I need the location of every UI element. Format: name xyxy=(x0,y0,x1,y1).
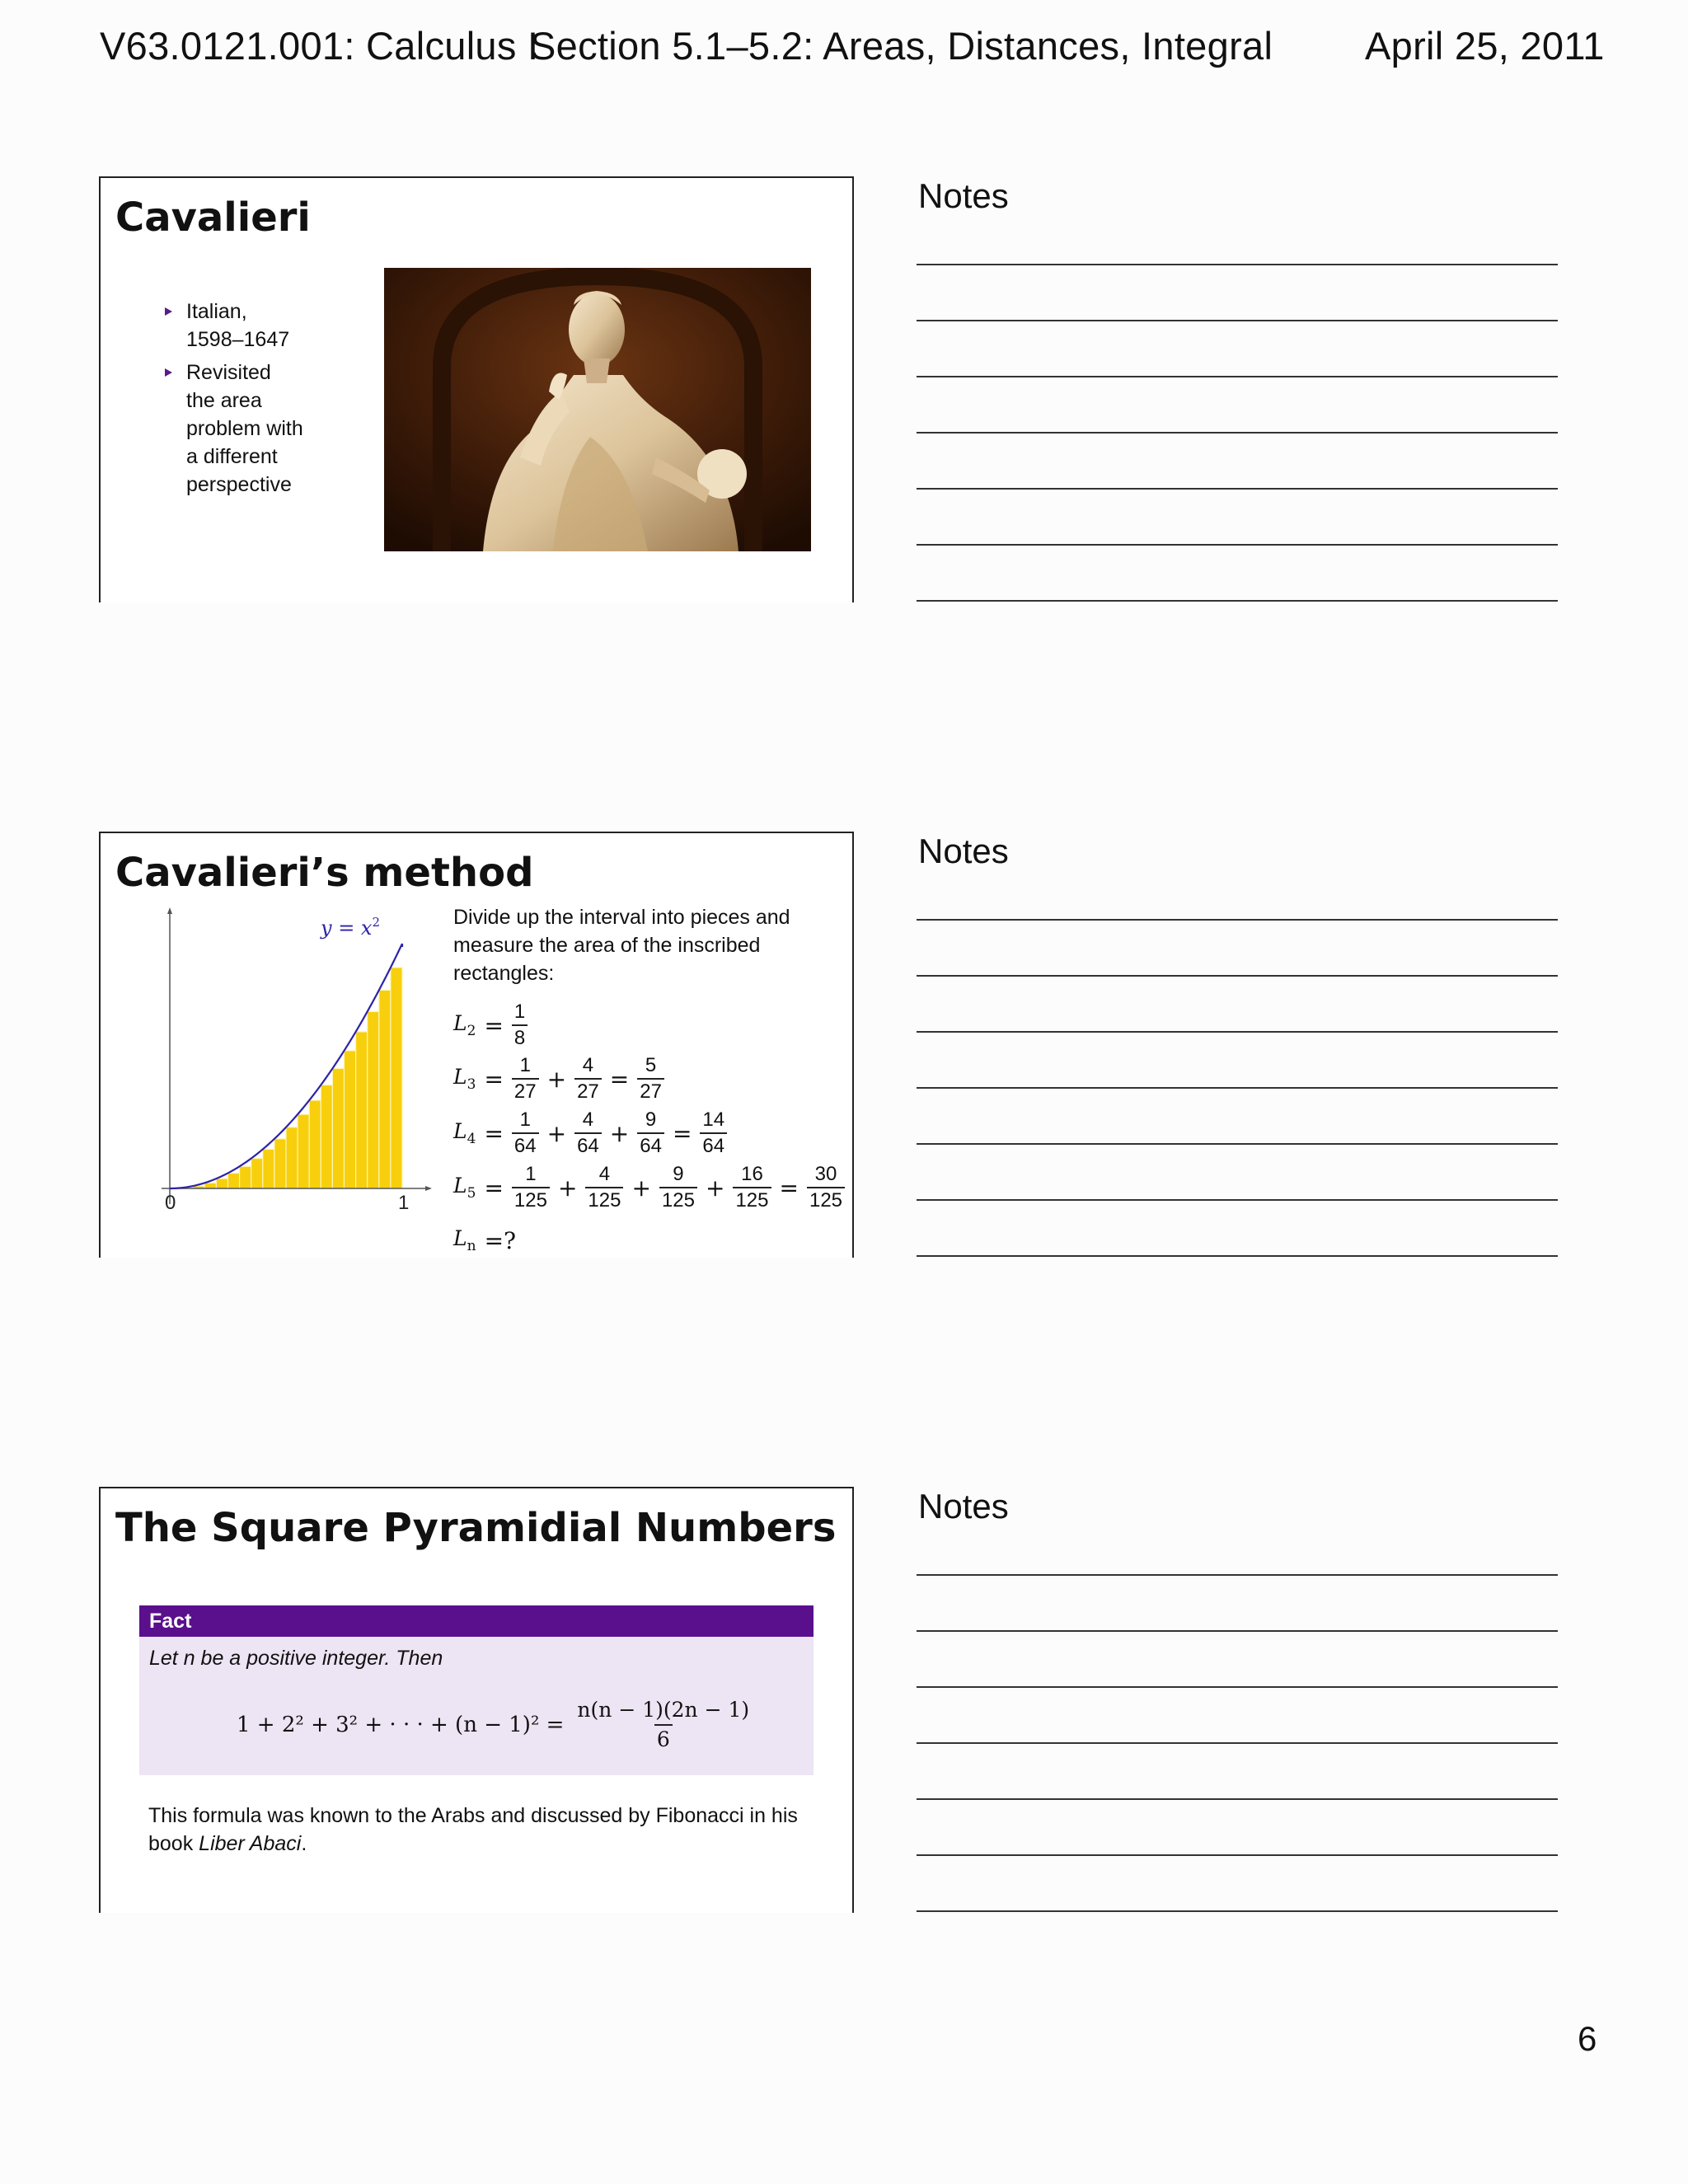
fraction xyxy=(700,1108,727,1159)
notes-line[interactable] xyxy=(917,600,1558,602)
notes-line[interactable] xyxy=(917,919,1558,921)
equation-lhs: $L_3$ xyxy=(453,1065,476,1093)
x-tick-0: 0 xyxy=(165,1192,176,1214)
inscribed-rectangle xyxy=(391,968,402,1188)
slide-cavalieri xyxy=(99,176,854,602)
fraction xyxy=(512,1053,539,1104)
inscribed-rectangle xyxy=(379,990,391,1188)
numerator: 1 xyxy=(525,1163,537,1185)
inscribed-rectangle xyxy=(251,1159,263,1188)
denominator: 125 xyxy=(659,1187,697,1213)
inscribed-rectangle xyxy=(204,1183,216,1188)
equation-lhs: $L_4$ xyxy=(453,1119,476,1147)
lecture-date: April 25, 2011 xyxy=(1365,24,1605,68)
fraction xyxy=(512,1000,528,1051)
fraction xyxy=(807,1162,845,1213)
numerator: 14 xyxy=(702,1108,725,1131)
denominator: 125 xyxy=(585,1187,623,1213)
denominator: 27 xyxy=(574,1078,602,1104)
numerator: 4 xyxy=(582,1108,594,1131)
equation-rhs: =? xyxy=(484,1226,517,1254)
notes-line[interactable] xyxy=(917,320,1558,321)
equals-sign: = xyxy=(484,1119,504,1147)
bullet-list xyxy=(165,298,305,504)
formula-numerator: n(n − 1)(2n − 1) xyxy=(577,1698,750,1722)
bullet-item: Revisited the area problem with a different perspective xyxy=(165,359,305,499)
inscribed-rectangle xyxy=(332,1068,344,1188)
notes-line[interactable] xyxy=(917,1742,1558,1744)
fraction xyxy=(733,1162,771,1213)
notes-line[interactable] xyxy=(917,1854,1558,1856)
inscribed-rectangle xyxy=(345,1051,356,1188)
equation-l3 xyxy=(453,1053,669,1104)
inscribed-rectangle xyxy=(356,1032,368,1188)
equals-sign: = xyxy=(672,1119,692,1147)
numerator: 4 xyxy=(598,1163,611,1185)
notes-line[interactable] xyxy=(917,1087,1558,1089)
equation-l2 xyxy=(453,1000,532,1051)
equals-sign: = xyxy=(609,1065,630,1093)
denominator: 125 xyxy=(512,1187,550,1213)
denominator: 125 xyxy=(733,1187,771,1213)
fact-intro: Let n be a positive integer. Then xyxy=(149,1647,443,1670)
equation-l4 xyxy=(453,1108,732,1159)
inscribed-rectangle xyxy=(368,1011,379,1188)
fact-label: Fact xyxy=(139,1605,814,1637)
fraction xyxy=(512,1108,539,1159)
notes-line[interactable] xyxy=(917,432,1558,434)
equation-l5 xyxy=(453,1162,850,1213)
equation-lhs: $L_n$ xyxy=(453,1226,476,1254)
historical-note: This formula was known to the Arabs and discussed by Fibonacci in his book Liber Abaci. xyxy=(148,1804,798,1855)
bullet-triangle-icon xyxy=(165,307,172,316)
denominator: 64 xyxy=(637,1132,664,1159)
slide-title: The Square Pyramidial Numbers xyxy=(115,1505,837,1551)
inscribed-rectangle xyxy=(286,1127,298,1188)
section-title: Section 5.1–5.2: Areas, Distances, Integral xyxy=(530,24,1273,68)
slide-title: Cavalieri’s method xyxy=(115,850,534,896)
curve-label: $y = x^2$ xyxy=(321,915,381,940)
inscribed-rectangle xyxy=(298,1114,309,1188)
denominator: 125 xyxy=(807,1187,845,1213)
bullet-item: Italian, 1598–1647 xyxy=(165,298,305,354)
notes-line[interactable] xyxy=(917,1255,1558,1257)
numerator: 4 xyxy=(582,1054,594,1076)
notes-line[interactable] xyxy=(917,1910,1558,1912)
numerator: 1 xyxy=(519,1108,531,1131)
sum-of-squares-formula xyxy=(237,1696,759,1754)
notes-line[interactable] xyxy=(917,1686,1558,1688)
numerator: 30 xyxy=(814,1163,837,1185)
equals-sign: = xyxy=(779,1174,799,1202)
equation-lhs: $L_2$ xyxy=(453,1011,476,1039)
numerator: 16 xyxy=(741,1163,763,1185)
equals-sign: = xyxy=(484,1011,504,1039)
notes-line[interactable] xyxy=(917,1630,1558,1632)
notes-line[interactable] xyxy=(917,1798,1558,1800)
plus-sign: + xyxy=(557,1174,578,1202)
equation-lhs: $L_5$ xyxy=(453,1174,476,1202)
inscribed-rectangle xyxy=(309,1100,321,1188)
notes-line[interactable] xyxy=(917,975,1558,977)
slide-cavalieri-method xyxy=(99,832,854,1258)
fact-body xyxy=(139,1637,814,1775)
equals-sign: = xyxy=(484,1174,504,1202)
slide-square-pyramidal xyxy=(99,1487,854,1913)
formula-fraction xyxy=(572,1696,754,1754)
book-title: Liber Abaci xyxy=(199,1832,302,1855)
inscribed-rectangle xyxy=(228,1173,240,1188)
fraction xyxy=(574,1053,602,1104)
slide-title: Cavalieri xyxy=(115,194,311,241)
fraction xyxy=(659,1162,697,1213)
fraction xyxy=(637,1108,664,1159)
inscribed-rectangle xyxy=(263,1149,274,1188)
notes-line[interactable] xyxy=(917,1574,1558,1576)
fraction xyxy=(574,1108,602,1159)
denominator: 27 xyxy=(637,1078,664,1104)
denominator: 64 xyxy=(574,1132,602,1159)
page-number: 6 xyxy=(1578,2019,1597,2058)
equals-sign: = xyxy=(484,1065,504,1093)
inscribed-rectangle xyxy=(216,1179,227,1188)
riemann-sum-graph xyxy=(129,907,442,1221)
numerator: 9 xyxy=(673,1163,684,1185)
equation-ln xyxy=(453,1226,519,1254)
notes-title: Notes xyxy=(918,176,1009,215)
notes-line[interactable] xyxy=(917,1143,1558,1145)
plus-sign: + xyxy=(631,1174,651,1202)
method-description: Divide up the interval into pieces and measure the area of the inscribed rectangles: xyxy=(453,906,790,985)
plus-sign: + xyxy=(546,1065,567,1093)
notes-line[interactable] xyxy=(917,264,1558,265)
statue-image xyxy=(384,268,811,551)
fraction xyxy=(585,1162,623,1213)
formula-denominator: 6 xyxy=(654,1724,673,1754)
fact-box xyxy=(139,1605,814,1775)
notes-title: Notes xyxy=(918,1487,1009,1526)
denominator: 64 xyxy=(512,1132,539,1159)
plus-sign: + xyxy=(609,1119,630,1147)
notes-line[interactable] xyxy=(917,1199,1558,1201)
numerator: 9 xyxy=(645,1108,657,1131)
notes-line[interactable] xyxy=(917,376,1558,377)
denominator: 8 xyxy=(512,1024,528,1051)
notes-line[interactable] xyxy=(917,488,1558,490)
inscribed-rectangle xyxy=(240,1166,251,1188)
x-tick-1: 1 xyxy=(398,1192,410,1214)
notes-title: Notes xyxy=(918,832,1009,870)
denominator: 27 xyxy=(512,1078,539,1104)
fraction xyxy=(637,1053,664,1104)
notes-line[interactable] xyxy=(917,544,1558,546)
inscribed-rectangle xyxy=(321,1085,332,1188)
inscribed-rectangle xyxy=(274,1139,286,1188)
denominator: 64 xyxy=(700,1132,727,1159)
numerator: 1 xyxy=(519,1054,531,1076)
notes-line[interactable] xyxy=(917,1031,1558,1033)
numerator: 1 xyxy=(513,1001,526,1023)
plus-sign: + xyxy=(705,1174,725,1202)
bullet-triangle-icon xyxy=(165,368,172,377)
fraction xyxy=(512,1162,550,1213)
course-title: V63.0121.001: Calculus I xyxy=(100,24,539,68)
formula-left: 1 + 2² + 3² + · · · + (n − 1)² = xyxy=(237,1713,565,1737)
plus-sign: + xyxy=(546,1119,567,1147)
numerator: 5 xyxy=(645,1054,657,1076)
